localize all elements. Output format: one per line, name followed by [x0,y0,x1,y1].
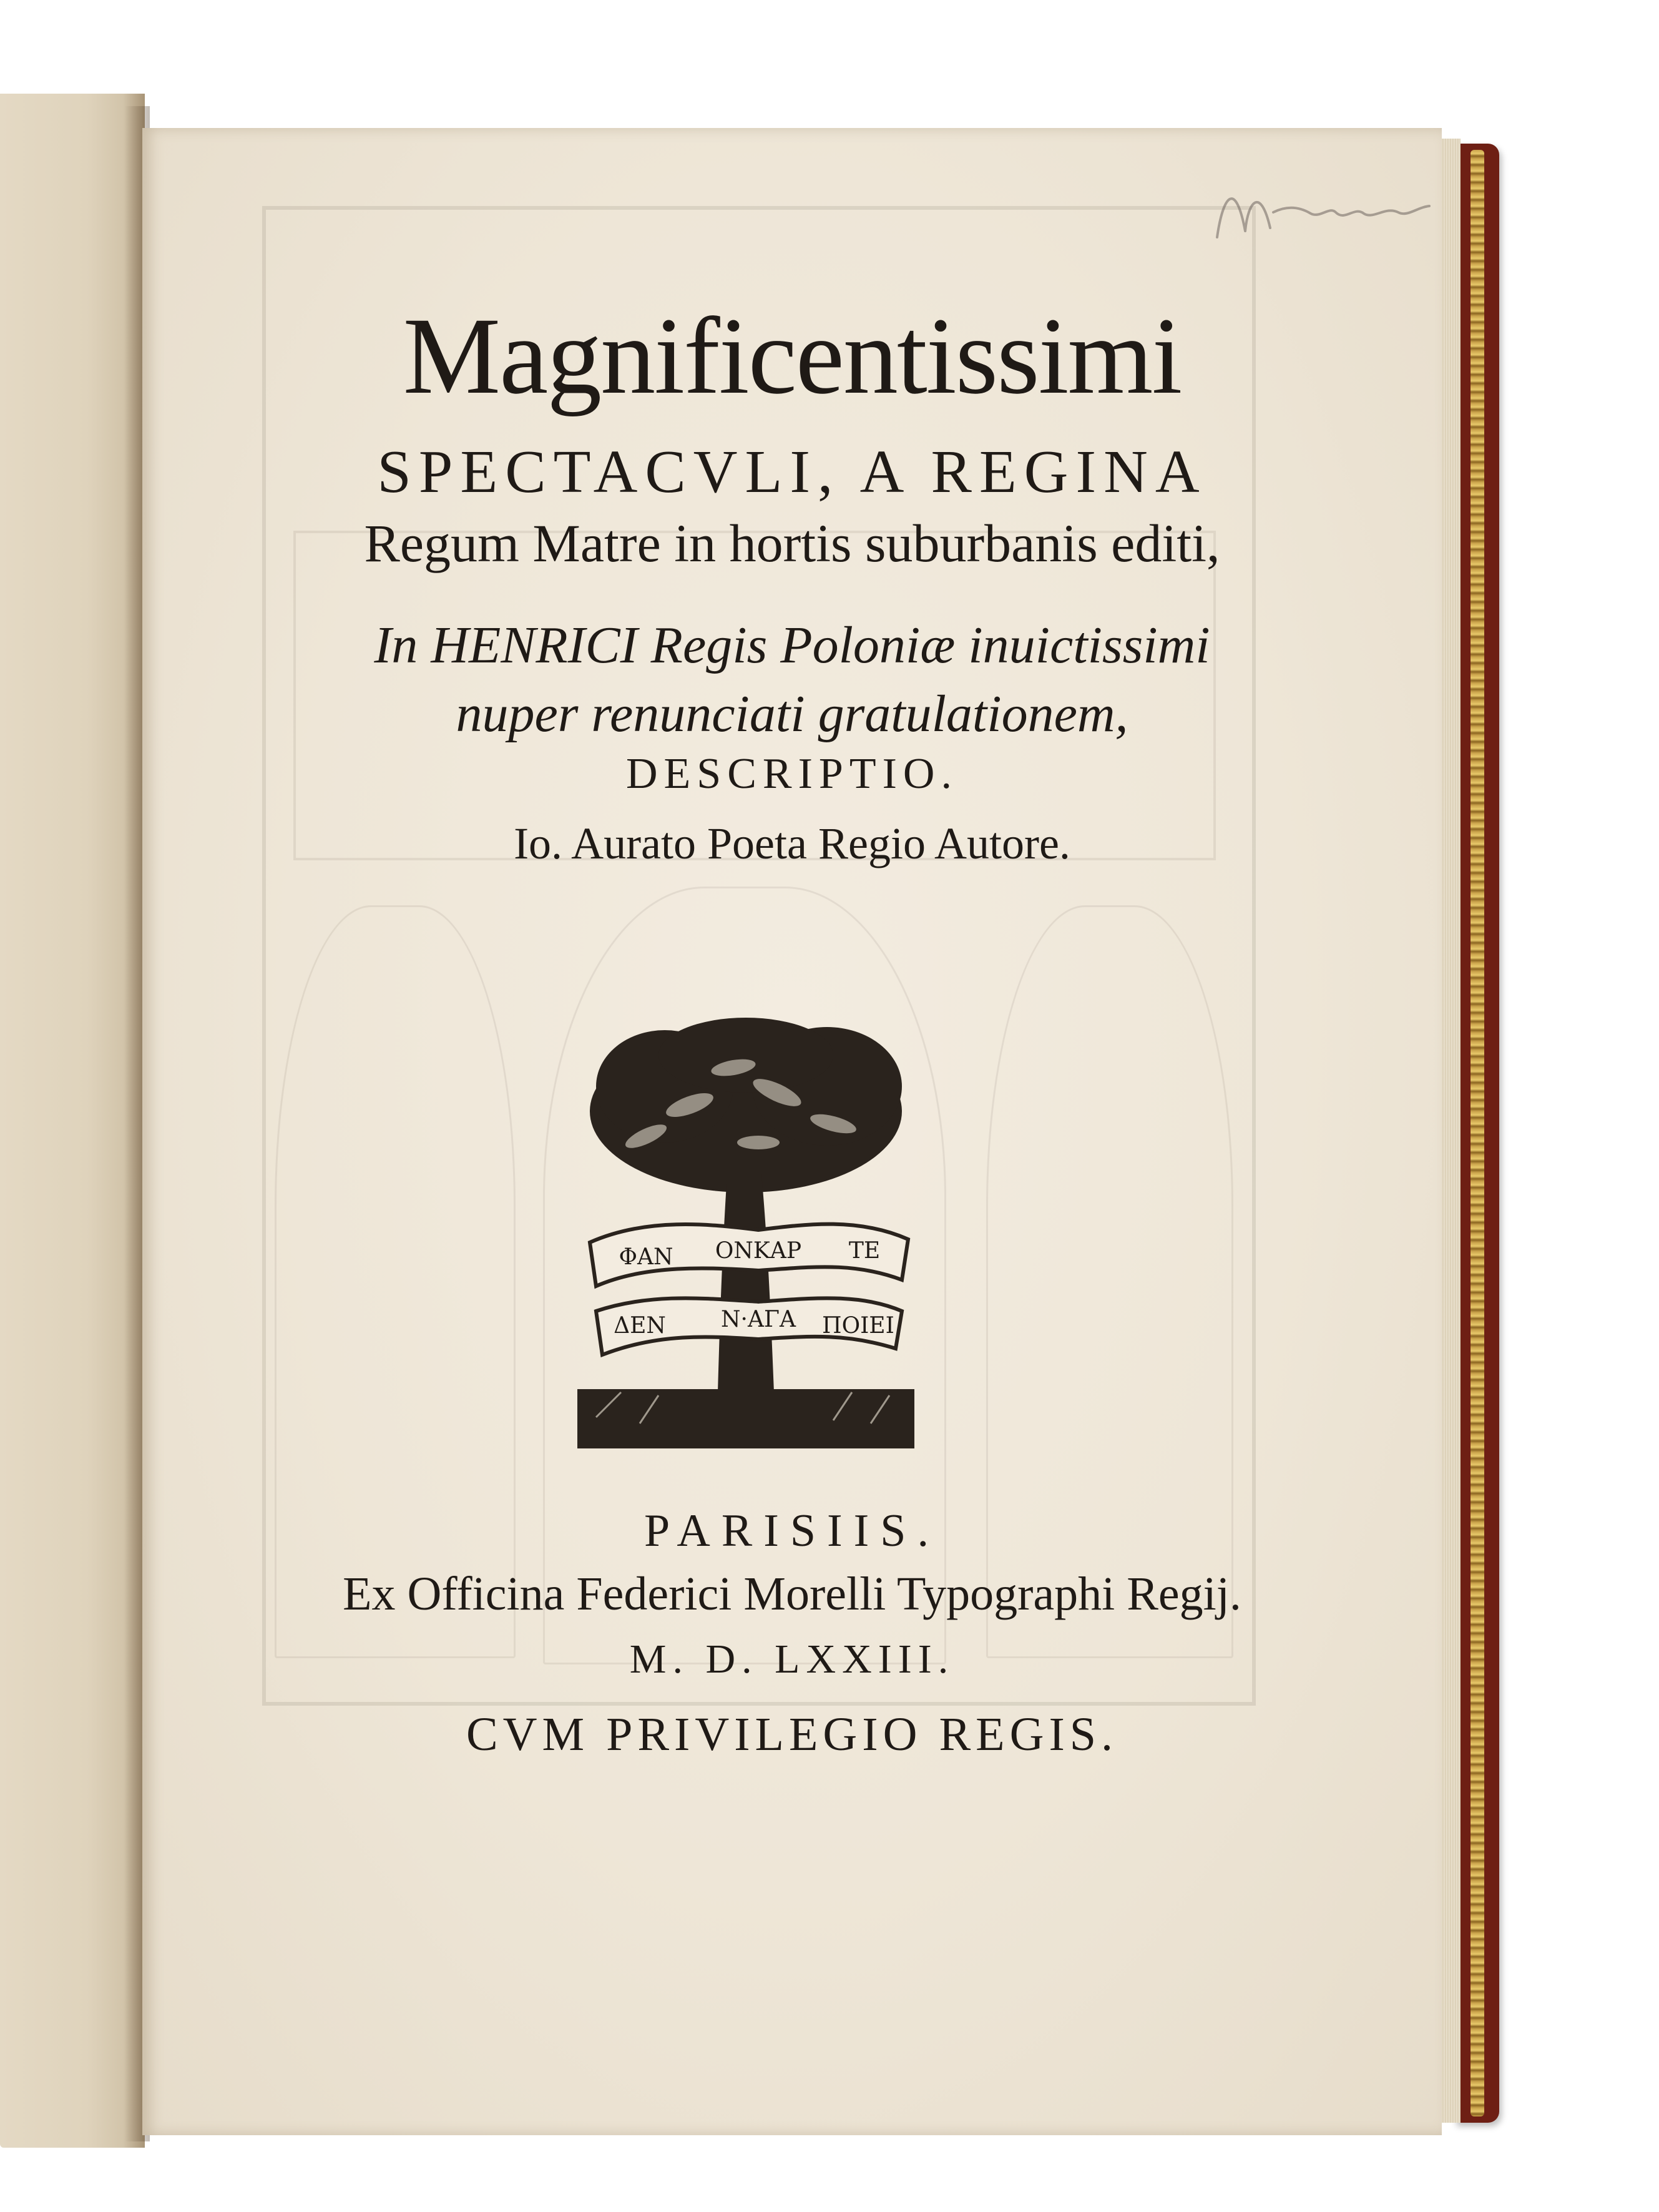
title-line-3: Regum Matre in hortis suburbanis editi, [364,513,1220,573]
title-line-5: nuper renunciati gratulationem, [456,685,1128,743]
banner-text-lower-mid: Ν·ΑΓΑ [721,1307,796,1332]
gilt-tooling [1471,150,1484,2116]
imprint-date: M. D. LXXIII. [629,1636,955,1682]
imprint-place: PARISIIS. [644,1505,940,1556]
facing-page [0,94,145,2148]
banner-text-upper-left: ΦΑΝ [619,1244,673,1270]
handwritten-annotation [1211,169,1436,256]
title-line-6: DESCRIPTIO. [626,750,958,798]
banner-text-lower-left: ΔΕΝ [614,1313,666,1339]
privilege-line: CVM PRIVILEGIO REGIS. [466,1708,1118,1761]
title-line-4: In HENRICI Regis Poloniæ inuictissimi [374,616,1210,674]
banner-text-middle: ΟΝΚΑΡ [715,1238,802,1264]
imprint-printer: Ex Officina Federici Morelli Typographi Regij. [343,1568,1241,1620]
printers-device-woodcut [571,1018,921,1455]
banner-text-upper-right: ΤΕ [848,1238,881,1264]
banner-text-lower-right: ΠΟΙΕΙ [822,1313,894,1339]
title-line-2: SPECTACVLI, A REGINA [377,438,1207,506]
author-line: Io. Aurato Poeta Regio Autore. [514,818,1070,868]
main-title: Magnificentissimi [403,295,1182,417]
